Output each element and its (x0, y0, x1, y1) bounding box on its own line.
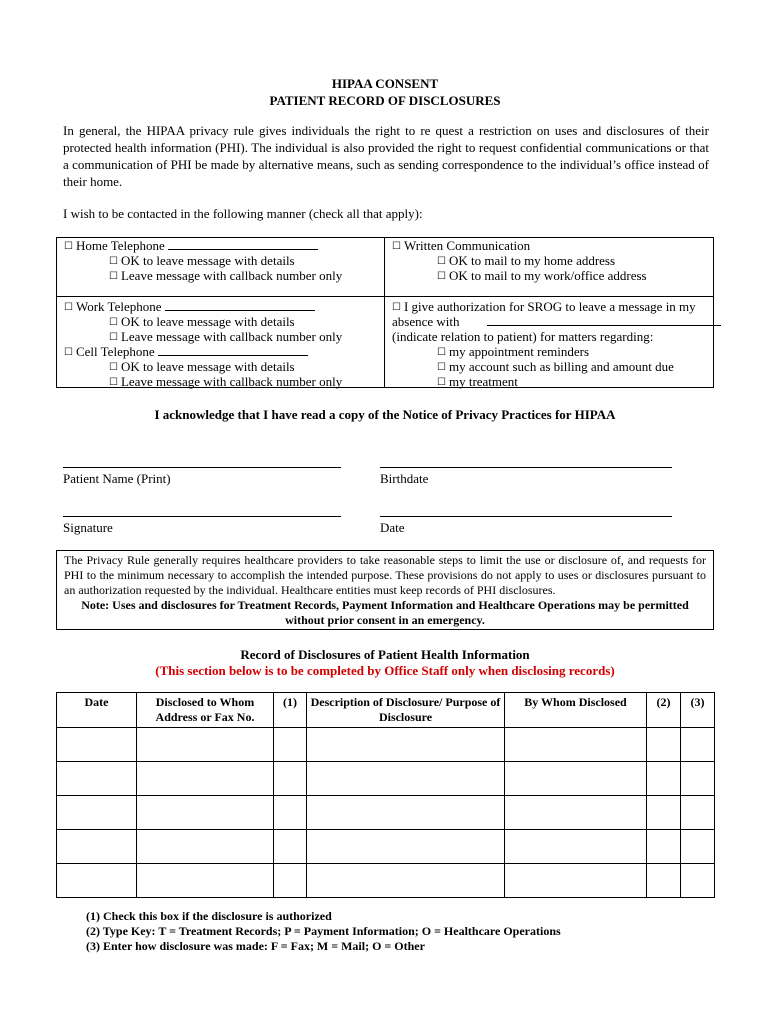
table-cell[interactable] (57, 830, 137, 864)
contact-prompt: I wish to be contacted in the following manner (check all that apply): (63, 206, 423, 221)
privacy-note-text: The Privacy Rule generally requires healthcare providers to take reasonable steps to limit the use or disclosure of, and requests for PHI to the minimum necessary to accomplish the intended purpose. These provisions do not apply to uses or disclosures pursuant to an authorization requested by the individual. Healthcare entities must keep records of PHI disclosures. (64, 553, 706, 597)
cell-ok-details-label: OK to leave message with details (120, 359, 295, 374)
work-phone-label: Work Telephone (75, 299, 162, 314)
mail-home-label: OK to mail to my home address (448, 253, 616, 268)
table-cell[interactable] (307, 762, 505, 796)
date-label: Date (380, 520, 405, 535)
table-cell[interactable] (274, 864, 307, 898)
date-line[interactable] (380, 516, 672, 517)
home-ok-details-label: OK to leave message with details (120, 253, 295, 268)
table-cell[interactable] (57, 796, 137, 830)
table-cell[interactable] (307, 830, 505, 864)
table-cell[interactable] (307, 796, 505, 830)
table-cell[interactable] (137, 728, 274, 762)
col-authorized: (1) (274, 693, 307, 728)
table-cell[interactable] (505, 728, 647, 762)
table-cell[interactable] (505, 830, 647, 864)
birthdate-label: Birthdate (380, 471, 429, 486)
table-cell[interactable] (137, 830, 274, 864)
table-row (57, 762, 715, 796)
table-cell[interactable] (57, 762, 137, 796)
intro-paragraph: In general, the HIPAA privacy rule gives individuals the right to re quest a restriction on uses and disclosures of their protected health information (PHI). The individual is also provided the right to request confidential communications or that a communication of PHI be made by alternative means, such as sending correspondence to the individual’s office instead of their home. (63, 123, 709, 189)
record-title: Record of Disclosures of Patient Health Information (240, 647, 530, 662)
col-disclosed-to: Disclosed to Whom Address or Fax No. (137, 693, 274, 728)
cell-phone-field[interactable] (158, 344, 308, 356)
patient-name-label: Patient Name (Print) (63, 471, 171, 486)
footnote-2: (2) Type Key: T = Treatment Records; P = Payment Information; O = Healthcare Operations (86, 924, 561, 938)
table-cell[interactable] (57, 864, 137, 898)
form-subtitle: PATIENT RECORD OF DISCLOSURES (269, 93, 501, 108)
cell-phone-checkbox[interactable] (64, 344, 76, 359)
billing-label: my account such as billing and amount due (448, 359, 674, 374)
appointments-label: my appointment reminders (448, 344, 590, 359)
col-method: (3) (681, 693, 715, 728)
srog-checkbox[interactable] (392, 299, 404, 314)
table-cell[interactable] (647, 830, 681, 864)
privacy-note-emergency: Note: Uses and disclosures for Treatment Records, Payment Information and Healthcare Operations may be permitted without prior consent in an emergency. (81, 598, 689, 627)
home-callback-label: Leave message with callback number only (120, 268, 343, 283)
col-by-whom: By Whom Disclosed (505, 693, 647, 728)
cell-callback-label: Leave message with callback number only (120, 374, 343, 389)
cell-phone-label: Cell Telephone (75, 344, 155, 359)
work-ok-details-checkbox[interactable] (109, 314, 121, 329)
acknowledgement: I acknowledge that I have read a copy of the Notice of Privacy Practices for HIPAA (154, 407, 616, 422)
srog-line1: I give authorization for SROG to leave a message in my (403, 299, 696, 314)
work-phone-field[interactable] (165, 299, 315, 311)
footnote-3: (3) Enter how disclosure was made: F = Fax; M = Mail; O = Other (86, 939, 425, 953)
table-cell[interactable] (647, 762, 681, 796)
signature-label: Signature (63, 520, 113, 535)
billing-checkbox[interactable] (437, 359, 449, 374)
table-cell[interactable] (681, 728, 715, 762)
table-cell[interactable] (137, 762, 274, 796)
table-cell[interactable] (307, 728, 505, 762)
footnote-1: (1) Check this box if the disclosure is authorized (86, 909, 332, 923)
home-callback-checkbox[interactable] (109, 268, 121, 283)
home-phone-checkbox[interactable] (64, 238, 76, 253)
mail-work-label: OK to mail to my work/office address (448, 268, 647, 283)
work-cell-phone-cell (56, 296, 385, 388)
table-cell[interactable] (505, 796, 647, 830)
disclosure-table (56, 692, 715, 898)
table-cell[interactable] (274, 728, 307, 762)
work-callback-checkbox[interactable] (109, 329, 121, 344)
srog-relation-field[interactable] (487, 314, 721, 326)
table-cell[interactable] (681, 864, 715, 898)
table-cell[interactable] (274, 762, 307, 796)
treatment-checkbox[interactable] (437, 374, 449, 389)
srog-line2: absence with (392, 314, 460, 329)
record-subtitle: (This section below is to be completed by Office Staff only when disclosing records) (155, 663, 615, 678)
work-callback-label: Leave message with callback number only (120, 329, 343, 344)
home-phone-label: Home Telephone (75, 238, 165, 253)
table-cell[interactable] (505, 762, 647, 796)
table-cell[interactable] (647, 728, 681, 762)
srog-authorization-cell (384, 296, 714, 388)
home-phone-field[interactable] (168, 238, 318, 250)
written-label: Written Communication (403, 238, 531, 253)
written-cell (384, 237, 714, 297)
col-type-key: (2) (647, 693, 681, 728)
work-ok-details-label: OK to leave message with details (120, 314, 295, 329)
table-cell[interactable] (681, 762, 715, 796)
table-cell[interactable] (57, 728, 137, 762)
table-cell[interactable] (274, 830, 307, 864)
table-cell[interactable] (505, 864, 647, 898)
srog-line3: (indicate relation to patient) for matters regarding: (392, 329, 654, 344)
home-ok-details-checkbox[interactable] (109, 253, 121, 268)
cell-ok-details-checkbox[interactable] (109, 359, 121, 374)
mail-home-checkbox[interactable] (437, 253, 449, 268)
signature-line[interactable] (63, 516, 341, 517)
mail-work-checkbox[interactable] (437, 268, 449, 283)
col-date: Date (57, 693, 137, 728)
table-row (57, 864, 715, 898)
form-title: HIPAA CONSENT (331, 76, 439, 91)
table-row (57, 728, 715, 762)
patient-name-line[interactable] (63, 467, 341, 468)
table-cell[interactable] (647, 864, 681, 898)
table-row (57, 830, 715, 864)
table-cell[interactable] (647, 796, 681, 830)
privacy-note-box (56, 550, 714, 630)
cell-callback-checkbox[interactable] (109, 374, 121, 389)
table-cell[interactable] (137, 864, 274, 898)
table-cell[interactable] (307, 864, 505, 898)
table-row (57, 796, 715, 830)
table-cell[interactable] (681, 796, 715, 830)
home-phone-cell (56, 237, 385, 297)
appointments-checkbox[interactable] (437, 344, 449, 359)
birthdate-line[interactable] (380, 467, 672, 468)
work-phone-checkbox[interactable] (64, 299, 76, 314)
written-checkbox[interactable] (392, 238, 404, 253)
table-cell[interactable] (681, 830, 715, 864)
treatment-label: my treatment (448, 374, 518, 389)
table-cell[interactable] (274, 796, 307, 830)
table-cell[interactable] (137, 796, 274, 830)
col-description: Description of Disclosure/ Purpose of Disclosure (307, 693, 505, 728)
